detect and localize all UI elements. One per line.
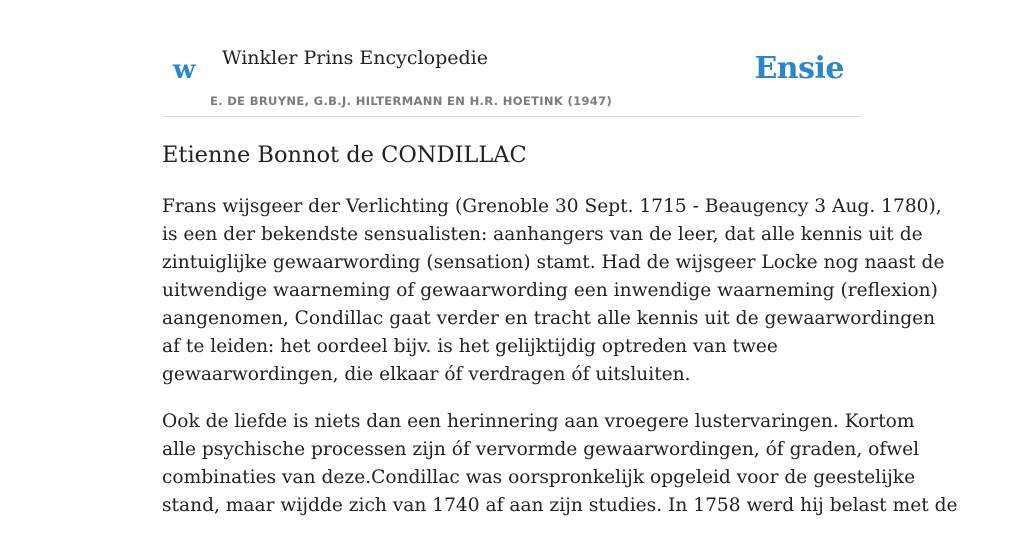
text-line: af te leiden: het oordeel bijv. is het gelijktijdig optreden van twee bbox=[162, 336, 778, 357]
text-line: stand, maar wijdde zich van 1740 af aan zijn studies. In 1758 werd hij belast met de bbox=[162, 495, 958, 516]
source-title[interactable]: Winkler Prins Encyclopedie bbox=[222, 47, 488, 69]
site-header bbox=[162, 0, 862, 117]
text-line: zintuiglijke gewaarwording (sensation) stamt. Had de wijsgeer Locke nog naast de bbox=[162, 252, 945, 273]
entry-title: Etienne Bonnot de CONDILLAC bbox=[162, 142, 527, 168]
text-line: combinaties van deze.Condillac was oorspronkelijk opgeleid voor de geestelijke bbox=[162, 467, 916, 488]
text-line: aangenomen, Condillac gaat verder en tracht alle kennis uit de gewaarwordingen bbox=[162, 308, 936, 329]
text-line: is een der bekendste sensualisten: aanhangers van de leer, dat alle kennis uit de bbox=[162, 224, 923, 245]
paragraph bbox=[162, 408, 958, 520]
source-authors: E. DE BRUYNE, G.B.J. HILTERMANN EN H.R. HOETINK (1947) bbox=[210, 94, 613, 108]
text-line: Frans wijsgeer der Verlichting (Grenoble 30 Sept. 1715 - Beaugency 3 Aug. 1780), bbox=[162, 196, 942, 217]
text-line: Ook de liefde is niets dan een herinnering aan vroegere lustervaringen. Kortom bbox=[162, 411, 915, 432]
text-line: uitwendige waarneming of gewaarwording een inwendige waarneming (reflexion) bbox=[162, 280, 938, 301]
text-line: gewaarwordingen, die elkaar óf verdragen óf uitsluiten. bbox=[162, 364, 691, 385]
ensie-logo[interactable]: Ensie bbox=[754, 51, 844, 86]
paragraph bbox=[162, 193, 945, 389]
text-line: alle psychische processen zijn óf vervormde gewaarwordingen, óf graden, ofwel bbox=[162, 439, 920, 460]
winkler-prins-logo[interactable]: w bbox=[173, 55, 196, 85]
entry-body bbox=[162, 193, 958, 539]
